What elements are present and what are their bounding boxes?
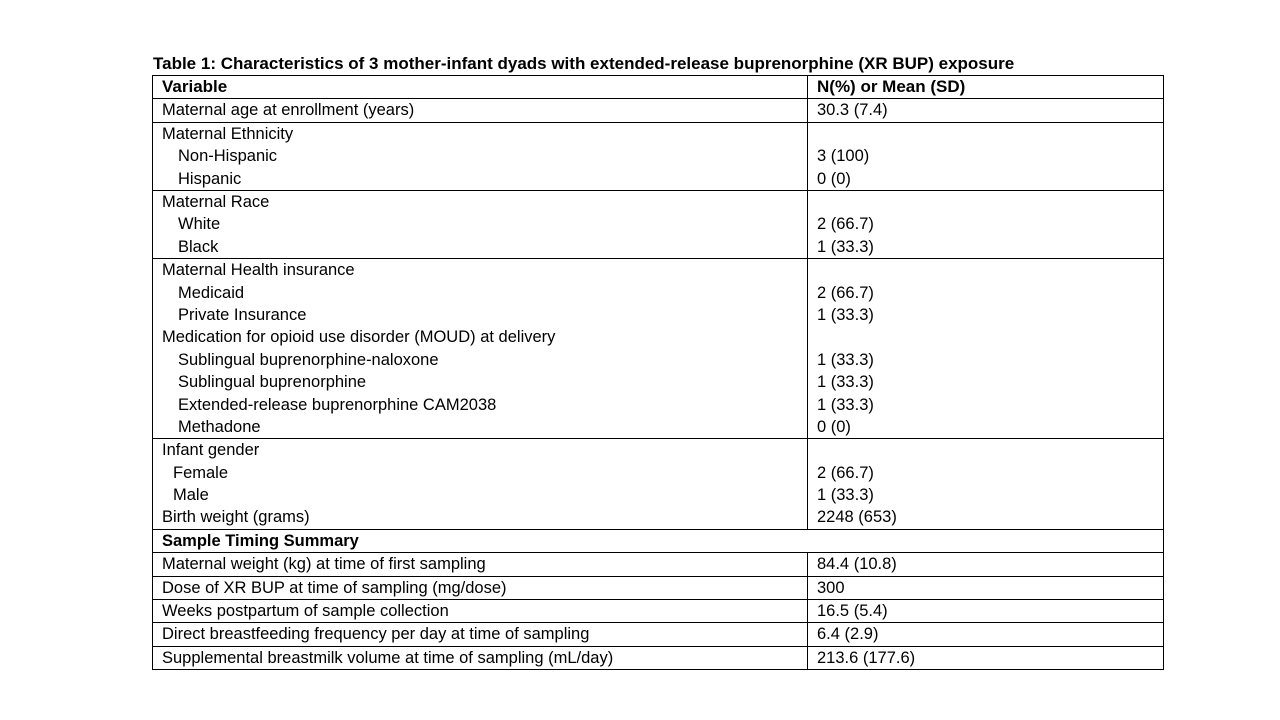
item-value: 1 (33.3) [817,395,874,414]
group-label: Medication for opioid use disorder (MOUD) at delivery [162,328,556,347]
row-label: Direct breastfeeding frequency per day at time of sampling [153,623,808,646]
item-value: 2 (66.7) [817,283,874,302]
item-value: 1 (33.3) [817,373,874,392]
item-label: Birth weight (grams) [162,508,310,527]
item-label: Medicaid [178,283,245,302]
item-label: Male [173,486,209,505]
row-label-group [153,439,808,530]
row-value-group [808,439,1164,530]
row-value: 6.4 (2.9) [808,623,1164,646]
row-value-group [808,190,1164,258]
row-label: Maternal age at enrollment (years) [153,99,808,122]
item-label: Private Insurance [178,305,307,324]
row-label: Dose of XR BUP at time of sampling (mg/dose) [153,576,808,599]
table-row [153,259,1164,439]
header-variable: Variable [153,76,808,99]
table-row [153,439,1164,530]
table-row [153,576,1164,599]
row-label: Supplemental breastmilk volume at time of sampling (mL/day) [153,646,808,669]
group-label: Maternal Race [162,192,270,211]
item-label: Extended-release buprenorphine CAM2038 [178,395,497,414]
table-row [153,646,1164,669]
row-value: 30.3 (7.4) [808,99,1164,122]
item-label: Black [178,237,219,256]
item-label: Sublingual buprenorphine [178,373,367,392]
row-value: 300 [808,576,1164,599]
item-label: Sublingual buprenorphine-naloxone [178,350,439,369]
row-value: 84.4 (10.8) [808,553,1164,576]
header-value: N(%) or Mean (SD) [808,76,1164,99]
group-label: Maternal Ethnicity [162,124,294,143]
item-label: Female [173,463,229,482]
item-value: 1 (33.3) [817,237,874,256]
row-label: Maternal weight (kg) at time of first sampling [153,553,808,576]
group-label: Infant gender [162,441,260,460]
row-label-group [153,122,808,190]
item-value: 2 (66.7) [817,215,874,234]
table-row [153,190,1164,258]
item-value: 2248 (653) [817,508,897,527]
item-value: 1 (33.3) [817,350,874,369]
table-row [153,122,1164,190]
table-header-row [153,76,1164,99]
row-label: Weeks postpartum of sample collection [153,600,808,623]
characteristics-table [152,75,1164,670]
row-value: 16.5 (5.4) [808,600,1164,623]
item-label: White [178,215,221,234]
row-value: 213.6 (177.6) [808,646,1164,669]
row-label-group [153,259,808,439]
item-value: 0 (0) [817,169,851,188]
item-label: Non-Hispanic [178,147,278,166]
section-title: Sample Timing Summary [153,529,1164,552]
item-value: 1 (33.3) [817,305,874,324]
row-value-group [808,259,1164,439]
item-value: 3 (100) [817,147,870,166]
table-caption: Table 1: Characteristics of 3 mother-infant dyads with extended-release buprenorphine (XR BUP) exposure [153,54,1015,73]
item-value: 2 (66.7) [817,463,874,482]
group-label: Maternal Health insurance [162,261,355,280]
item-label: Methadone [178,417,261,436]
section-row [153,529,1164,552]
item-value: 1 (33.3) [817,486,874,505]
row-value-group [808,122,1164,190]
row-label-group [153,190,808,258]
table-row [153,600,1164,623]
item-value: 0 (0) [817,417,851,436]
table-row [153,553,1164,576]
item-label: Hispanic [178,169,242,188]
table-row [153,623,1164,646]
table-row [153,99,1164,122]
